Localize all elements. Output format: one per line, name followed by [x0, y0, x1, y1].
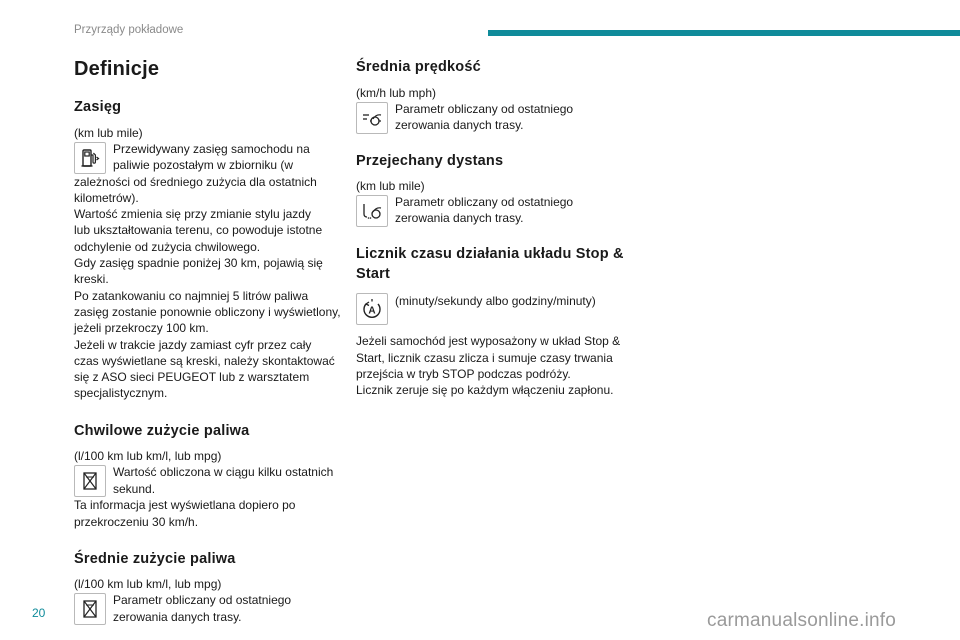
- stop-start-line: Start, licznik czasu zlicza i sumuje czasy trwania: [356, 350, 613, 365]
- heading-instant-consumption: Chwilowe zużycie paliwa: [74, 422, 250, 439]
- instant-line: Ta informacja jest wyświetlana dopiero po: [74, 498, 296, 513]
- section-instant-consumption: [74, 422, 344, 530]
- instant-line: przekroczeniu 30 km/h.: [74, 514, 199, 529]
- range-line: kilometrów).: [74, 190, 139, 205]
- range-line: specjalistycznym.: [74, 386, 168, 401]
- section-range: [74, 98, 344, 402]
- heading-range: Zasięg: [74, 99, 122, 115]
- range-line: zależności od średniego zużycia dla ostatnich: [74, 174, 317, 189]
- page-number: 20: [32, 606, 46, 620]
- range-line: Po zatankowaniu co najmniej 5 litrów paliwa: [74, 288, 309, 303]
- page-title: Definicje: [74, 58, 160, 80]
- heading-stop-start-line: Licznik czasu działania układu Stop &: [356, 246, 624, 263]
- average-line: Parametr obliczany od ostatniego: [113, 593, 292, 608]
- instant-body: [74, 464, 344, 530]
- heading-distance: Przejechany dystans: [356, 152, 504, 169]
- stop-start-icon: [356, 293, 388, 325]
- instant-line: sekund.: [113, 481, 156, 496]
- header-accent-bar: [488, 30, 960, 36]
- unit-distance: (km lub mile): [356, 179, 425, 194]
- distance-line: Parametr obliczany od ostatniego: [395, 195, 574, 210]
- average-line: zerowania danych trasy.: [113, 609, 242, 624]
- heading-average-consumption: Średnie zużycie paliwa: [74, 550, 236, 567]
- stop-start-line: Licznik zeruje się po każdym włączeniu zapłonu.: [356, 383, 614, 398]
- range-line: zasięg zostanie ponownie obliczony i wyświetlony,: [74, 304, 341, 319]
- average-body: [74, 592, 344, 625]
- range-line: Wartość zmienia się przy zmianie stylu jazdy: [74, 207, 311, 222]
- range-line: kreski.: [74, 272, 109, 287]
- speed-line: zerowania danych trasy.: [395, 117, 524, 132]
- section-distance: [356, 152, 628, 228]
- unit-range: (km lub mile): [74, 125, 143, 140]
- right-column: [356, 56, 628, 412]
- section-average-consumption: [74, 550, 344, 625]
- stop-start-unit: (minuty/sekundy albo godziny/minuty): [395, 294, 596, 309]
- speed-line: Parametr obliczany od ostatniego: [395, 101, 574, 116]
- distance-travelled-icon: [356, 195, 388, 227]
- range-line: się z ASO sieci PEUGEOT lub z warsztatem: [74, 370, 310, 385]
- unit-instant-consumption: (l/100 km lub km/l, lub mpg): [74, 449, 222, 464]
- left-column: [74, 56, 344, 639]
- fuel-consumption-icon: [74, 465, 106, 497]
- heading-stop-start: [356, 245, 628, 284]
- speed-body: [356, 101, 628, 134]
- stop-start-body: [356, 292, 628, 398]
- range-line: lub ukształtowania terenu, co powoduje istotne: [74, 223, 323, 238]
- range-line: paliwie pozostałym w zbiorniku (w: [113, 157, 294, 172]
- stop-start-line: Jeżeli samochód jest wyposażony w układ Stop &: [356, 334, 621, 349]
- watermark: carmanualsonline.info: [707, 610, 897, 631]
- range-line: Gdy zasięg spadnie poniżej 30 km, pojawią się: [74, 256, 323, 271]
- range-line: odchylenie od zużycia chwilowego.: [74, 239, 261, 254]
- fuel-consumption-icon: [74, 593, 106, 625]
- instant-line: Wartość obliczona w ciągu kilku ostatnich: [113, 465, 334, 480]
- header-section-title: Przyrządy pokładowe: [74, 24, 184, 36]
- range-body: [74, 141, 344, 402]
- fuel-pump-range-icon: [74, 142, 106, 174]
- heading-average-speed: Średnia prędkość: [356, 59, 481, 75]
- heading-stop-start-line: Start: [356, 265, 391, 282]
- range-line: jeżeli przekroczy 100 km.: [74, 321, 209, 336]
- section-average-speed: [356, 58, 628, 134]
- average-speed-icon: [356, 102, 388, 134]
- range-line: czas wyświetlane są kreski, należy skontaktować: [74, 353, 335, 368]
- distance-line: zerowania danych trasy.: [395, 211, 524, 226]
- stop-start-line: przejścia w tryb STOP podczas podróży.: [356, 366, 571, 381]
- svg-text:A: A: [368, 305, 376, 317]
- distance-body: [356, 194, 628, 227]
- unit-average-consumption: (l/100 km lub km/l, lub mpg): [74, 577, 222, 592]
- range-line: Przewidywany zasięg samochodu na: [113, 141, 310, 156]
- unit-average-speed: (km/h lub mph): [356, 85, 437, 100]
- range-line: Jeżeli w trakcie jazdy zamiast cyfr przez cały: [74, 337, 312, 352]
- section-stop-start: [356, 245, 628, 398]
